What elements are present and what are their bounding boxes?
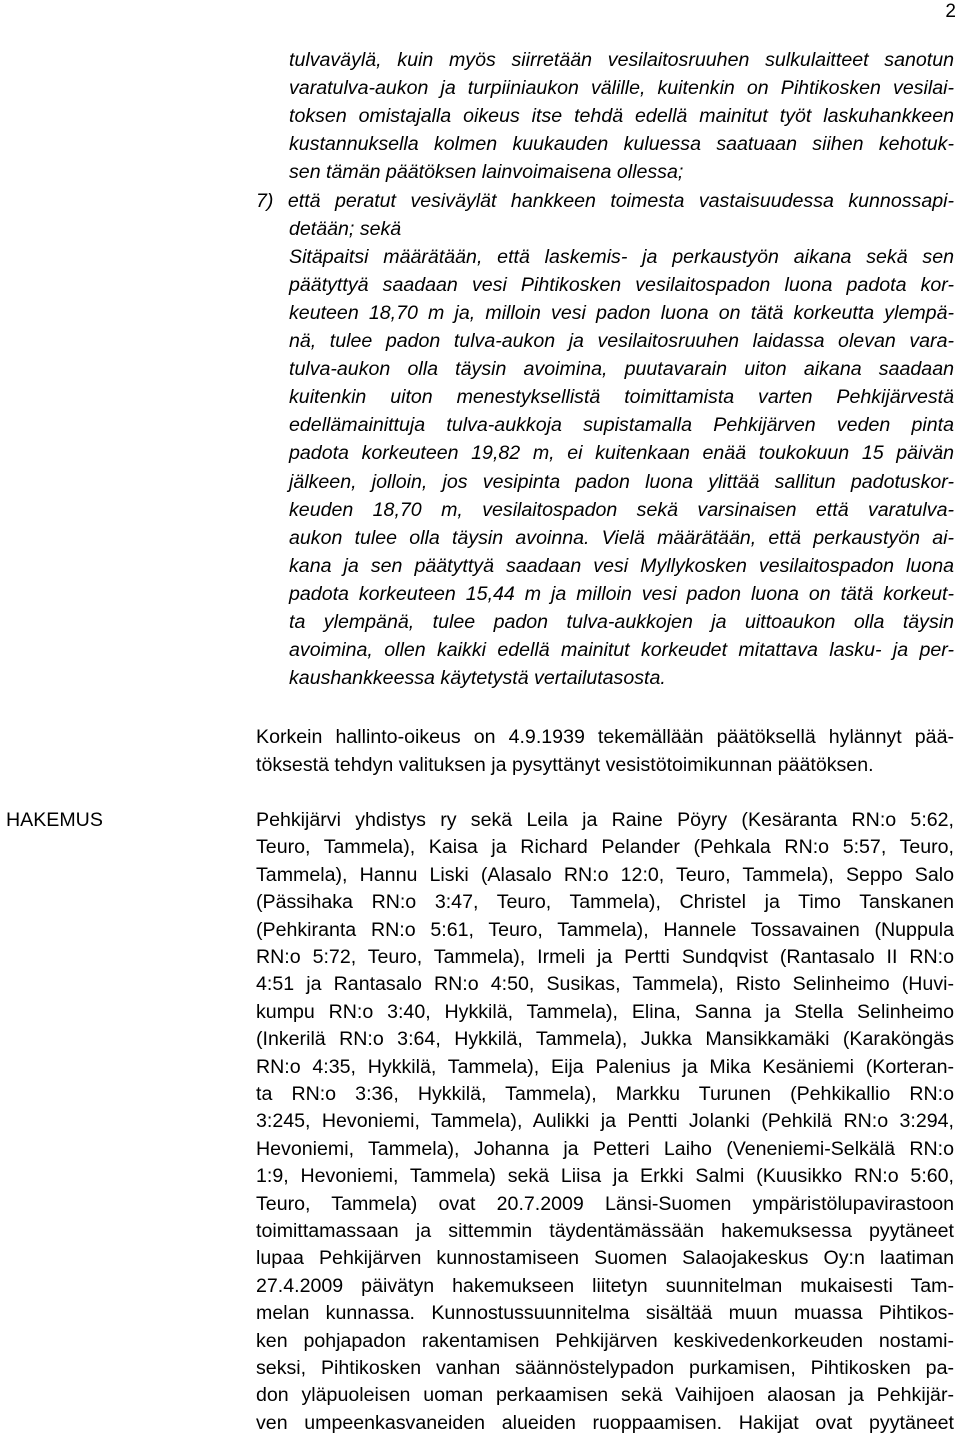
hakemus-line: 3:245, Hevoniemi, Tammela), Aulikki ja Pentti Jolanki (Pehkilä RN:o 3:294, xyxy=(256,1110,954,1133)
hakemus-line: Teuro, Tammela), Kaisa ja Richard Pelander (Pehkala RN:o 5:57, Teuro, xyxy=(256,836,954,859)
quote-line: varatulva-aukon ja turpiiniaukon välille, kuitenkin on Pihtikosken vesilai- xyxy=(289,77,954,100)
quote-line: kaushankkeessa käytetystä vertailutasosta. xyxy=(289,667,666,690)
hakemus-line: don yläpuoleisen uoman perkaamisen sekä Vaihijoen alaosan ja Pehkijär- xyxy=(256,1384,954,1407)
hakemus-line: Teuro, Tammela) ovat 20.7.2009 Länsi-Suomen ympäristölupavirastoon xyxy=(256,1192,954,1215)
quote-line: keuteen 18,70 m ja, milloin vesi padon luona on tätä korkeutta ylempä- xyxy=(289,301,954,324)
quote-line: kustannuksella kolmen kuukauden kuluessa saatuaan siihen kehotuk- xyxy=(289,133,954,156)
quote-line: jälkeen, jolloin, jos vesipinta padon luona ylittää sallitun padotuskor- xyxy=(289,470,954,493)
hakemus-line: seksi, Pihtikosken vanhan säännöstelypadon purkamisen, Pihtikosken pa- xyxy=(256,1357,954,1379)
page-number: 2 xyxy=(945,1,956,22)
quote-line: kana ja sen päätyttyä saadaan vesi Myllykosken vesilaitospadon luona xyxy=(289,554,954,577)
hakemus-line: Tammela), Hannu Liski (Alasalo RN:o 12:0, Teuro, Tammela), Seppo Salo xyxy=(256,863,954,886)
hakemus-line: (Pehkiranta RN:o 5:61, Teuro, Tammela), Hannele Tossavainen (Nuppula xyxy=(256,918,954,941)
hakemus-line: ta RN:o 3:36, Hykkilä, Tammela), Markku Turunen (Pehkikallio RN:o xyxy=(256,1083,954,1105)
quote-line: toksen omistajalla oikeus itse tehdä edellä mainitut työt laskuhankkeen xyxy=(289,105,954,128)
hakemus-line: (Inkerilä RN:o 3:64, Hykkilä, Tammela), Jukka Mansikkamäki (Karaköngäs xyxy=(256,1028,954,1051)
hakemus-line: Hevoniemi, Tammela), Johanna ja Petteri Laiho (Veneniemi-Selkälä RN:o xyxy=(256,1137,954,1160)
quote-line: avoimina, ollen kaikki edellä mainitut korkeudet mitattava lasku- ja per- xyxy=(289,639,954,662)
hakemus-line: 27.4.2009 päivätyn hakemukseen liitetyn suunnitelman mukaisesti Tam- xyxy=(256,1274,954,1297)
hakemus-line: ken pohjapadon rakentamisen Pehkijärven keskivedenkorkeuden nostami- xyxy=(256,1329,954,1352)
hakemus-line: RN:o 4:35, Hykkilä, Tammela), Eija Palenius ja Mika Kesäniemi (Korteran- xyxy=(256,1055,954,1078)
quote-line: detään; sekä xyxy=(289,217,402,240)
quote-line: padota korkeuteen 15,44 m ja milloin vesi padon luona on tätä korkeut- xyxy=(289,582,954,605)
hakemus-line: ven umpeenkasvaneiden alueiden ruoppaamisen. Hakijat ovat pyytäneet xyxy=(256,1411,954,1434)
quote-line: päätyttyä saadaan vesi Pihtikosken vesilaitospadon luona padota kor- xyxy=(289,273,954,296)
quote-line: sen tämän päätöksen lainvoimaisena ollessa; xyxy=(289,161,684,184)
quote-line: keuden 18,70 m, vesilaitospadon sekä varsinaisen että varatulva- xyxy=(289,498,954,521)
quote-line: nä, tulee padon tulva-aukon ja vesilaitosruuhen laidassa olevan vara- xyxy=(289,330,954,352)
quote-line: ta ylempänä, tulee padon tulva-aukkojen ja uittoaukon olla täysin xyxy=(289,611,954,633)
hakemus-line: lupaa Pehkijärven kunnostamiseen Suomen Salaojakeskus Oy:n laatiman xyxy=(256,1247,954,1270)
decision-line: Korkein hallinto-oikeus on 4.9.1939 tekemällään päätöksellä hylännyt pää- xyxy=(256,726,954,748)
hakemus-heading: HAKEMUS xyxy=(6,809,103,831)
hakemus-line: kumpu RN:o 3:40, Hykkilä, Tammela), Elina, Sanna ja Stella Selinheimo xyxy=(256,1000,954,1023)
quote-line: kuitenkin uiton menestyksellistä toimittamista varten Pehkijärvestä xyxy=(289,386,954,409)
decision-line: töksestä tehdyn valituksen ja pysyttänyt vesistötoimikunnan päätöksen. xyxy=(256,754,874,776)
quote-line: Sitäpaitsi määrätään, että laskemis- ja perkaustyön aikana sekä sen xyxy=(289,245,954,268)
quote-line: edellämainittuja tulva-aukkoja supistamalla Pehkijärven veden pinta xyxy=(289,414,954,437)
hakemus-line: 4:51 ja Rantasalo RN:o 4:50, Susikas, Tammela), Risto Selinheimo (Huvi- xyxy=(256,973,954,996)
quote-line: tulvaväylä, kuin myös siirretään vesilaitosruuhen sulkulaitteet sanotun xyxy=(289,49,954,71)
hakemus-line: Pehkijärvi yhdistys ry sekä Leila ja Raine Pöyry (Kesäranta RN:o 5:62, xyxy=(256,809,954,831)
hakemus-line: 1:9, Hevoniemi, Tammela) sekä Liisa ja Erkki Salmi (Kuusikko RN:o 5:60, xyxy=(256,1165,954,1188)
hakemus-line: (Pässihaka RN:o 3:47, Teuro, Tammela), Christel ja Timo Tanskanen xyxy=(256,891,954,914)
hakemus-line: RN:o 5:72, Teuro, Tammela), Irmeli ja Pertti Sundqvist (Rantasalo II RN:o xyxy=(256,946,954,968)
quote-line: padota korkeuteen 19,82 m, ei kuitenkaan enää toukokuun 15 päivän xyxy=(289,442,954,465)
hakemus-line: melan kunnassa. Kunnostussuunnitelma sisältää muun muassa Pihtikos- xyxy=(256,1302,954,1325)
hakemus-line: toimittamassaan ja sittemmin täydentämässään hakemuksessa pyytäneet xyxy=(256,1220,954,1242)
quote-line: aukon tulee olla täysin avoinna. Vielä määrätään, että perkaustyön ai- xyxy=(289,526,954,549)
quote-line: tulva-aukon olla täysin avoimina, puutavarain uiton aikana saadaan xyxy=(289,358,954,381)
quote-line: 7) että peratut vesiväylät hankkeen toimesta vastaisuudessa kunnossapi- xyxy=(256,189,954,212)
